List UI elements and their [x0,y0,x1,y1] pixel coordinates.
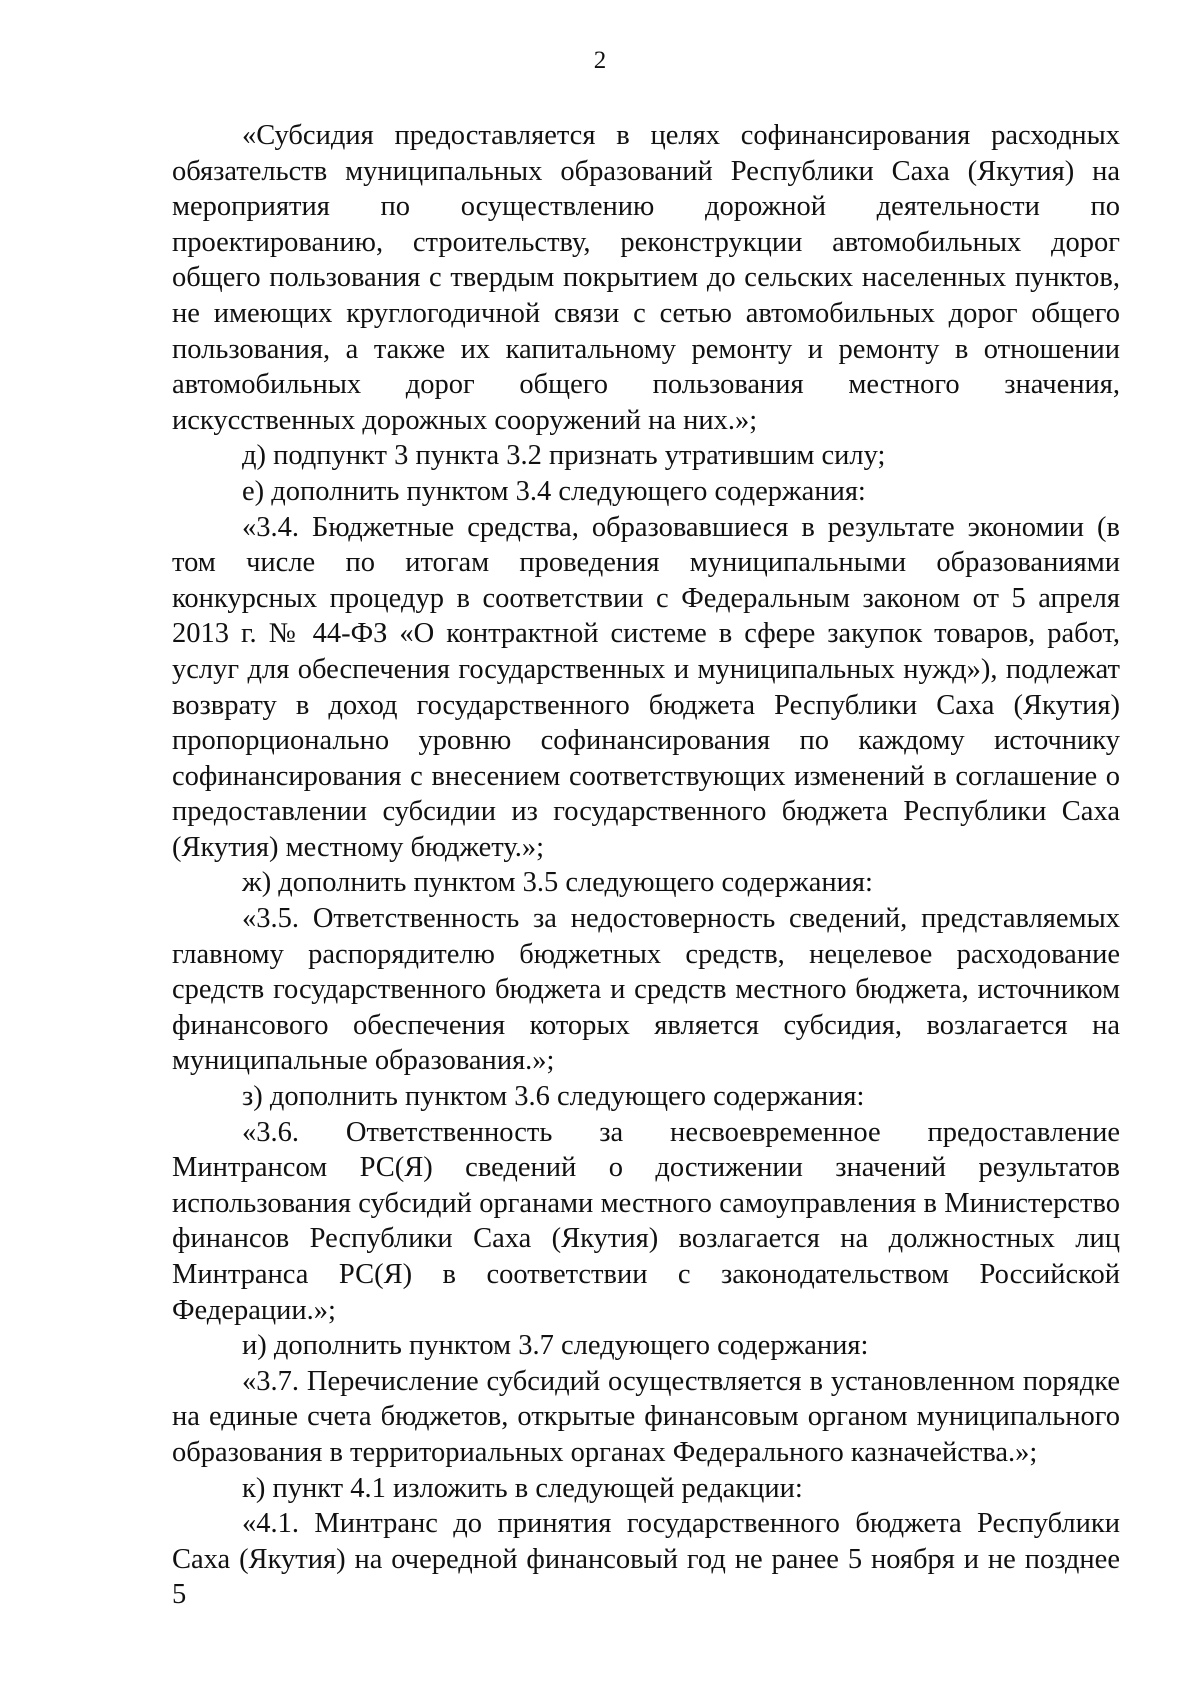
document-body [172,118,1120,1613]
page-number: 2 [593,47,607,74]
paragraph-item-e: е) дополнить пунктом 3.4 следующего содержания: [242,475,866,507]
paragraph-item-zh: ж) дополнить пунктом 3.5 следующего содержания: [242,867,873,899]
paragraph-clause-3-7: «3.7. Перечисление субсидий осуществляется в установленном порядке на единые счета бюджетов, открытые финансовым органом муниципального образования в территориальных органах Федерального казначейства.»; [172,1365,1120,1468]
paragraph-clause-3-4: «3.4. Бюджетные средства, образовавшиеся в результате экономии (в том числе по итогам проведения муниципальными образованиями конкурсных процедур в соответствии с Федеральным законом от 5 апреля 2013 г. № 44-ФЗ «О контрактной системе в сфере закупок товаров, работ, услуг для обеспечения государственных и муниципальных нужд»), подлежат возврату в доход государственного бюджета Республики Саха (Якутия) пропорционально уровню софинансирования по каждому источнику софинансирования с внесением соответствующих изменений в соглашение о предоставлении субсидии из государственного бюджета Республики Саха (Якутия) местному бюджету.»; [172,511,1120,863]
paragraph-item-i: и) дополнить пунктом 3.7 следующего содержания: [242,1330,869,1362]
paragraph-item-d: д) подпункт 3 пункта 3.2 признать утратившим силу; [242,440,886,472]
paragraph-clause-3-5: «3.5. Ответственность за недостоверность сведений, представляемых главному распорядителю бюджетных средств, нецелевое расходование средств государственного бюджета и средств местного бюджета, источником финансового обеспечения которых является субсидия, возлагается на муниципальные образования.»; [172,903,1120,1077]
paragraph-clause-3-6: «3.6. Ответственность за несвоевременное предоставление Минтрансом РС(Я) сведений о достижении значений результатов использования субсидий органами местного самоуправления в Министерство финансов Республики Саха (Якутия) возлагается на должностных лиц Минтранса РС(Я) в соответствии с законодательством Российской Федерации.»; [172,1116,1120,1326]
paragraph-clause-4-1: «4.1. Минтранс до принятия государственного бюджета Республики Саха (Якутия) на очередной финансовый год не ранее 5 ноября и не позднее 5 [172,1508,1120,1611]
paragraph-item-z: з) дополнить пунктом 3.6 следующего содержания: [242,1081,865,1113]
paragraph-item-k: к) пункт 4.1 изложить в следующей редакции: [242,1472,803,1504]
paragraph-subsidy-purpose: «Субсидия предоставляется в целях софинансирования расходных обязательств муниципальных образований Республики Саха (Якутия) на мероприятия по осуществлению дорожной деятельности по проектированию, строительству, реконструкции автомобильных дорог общего пользования с твердым покрытием до сельских населенных пунктов, не имеющих круглогодичной связи с сетью автомобильных дорог общего пользования, а также их капитальному ремонту и ремонту в отношении автомобильных дорог общего пользования местного значения, искусственных дорожных сооружений на них.»; [172,120,1120,436]
